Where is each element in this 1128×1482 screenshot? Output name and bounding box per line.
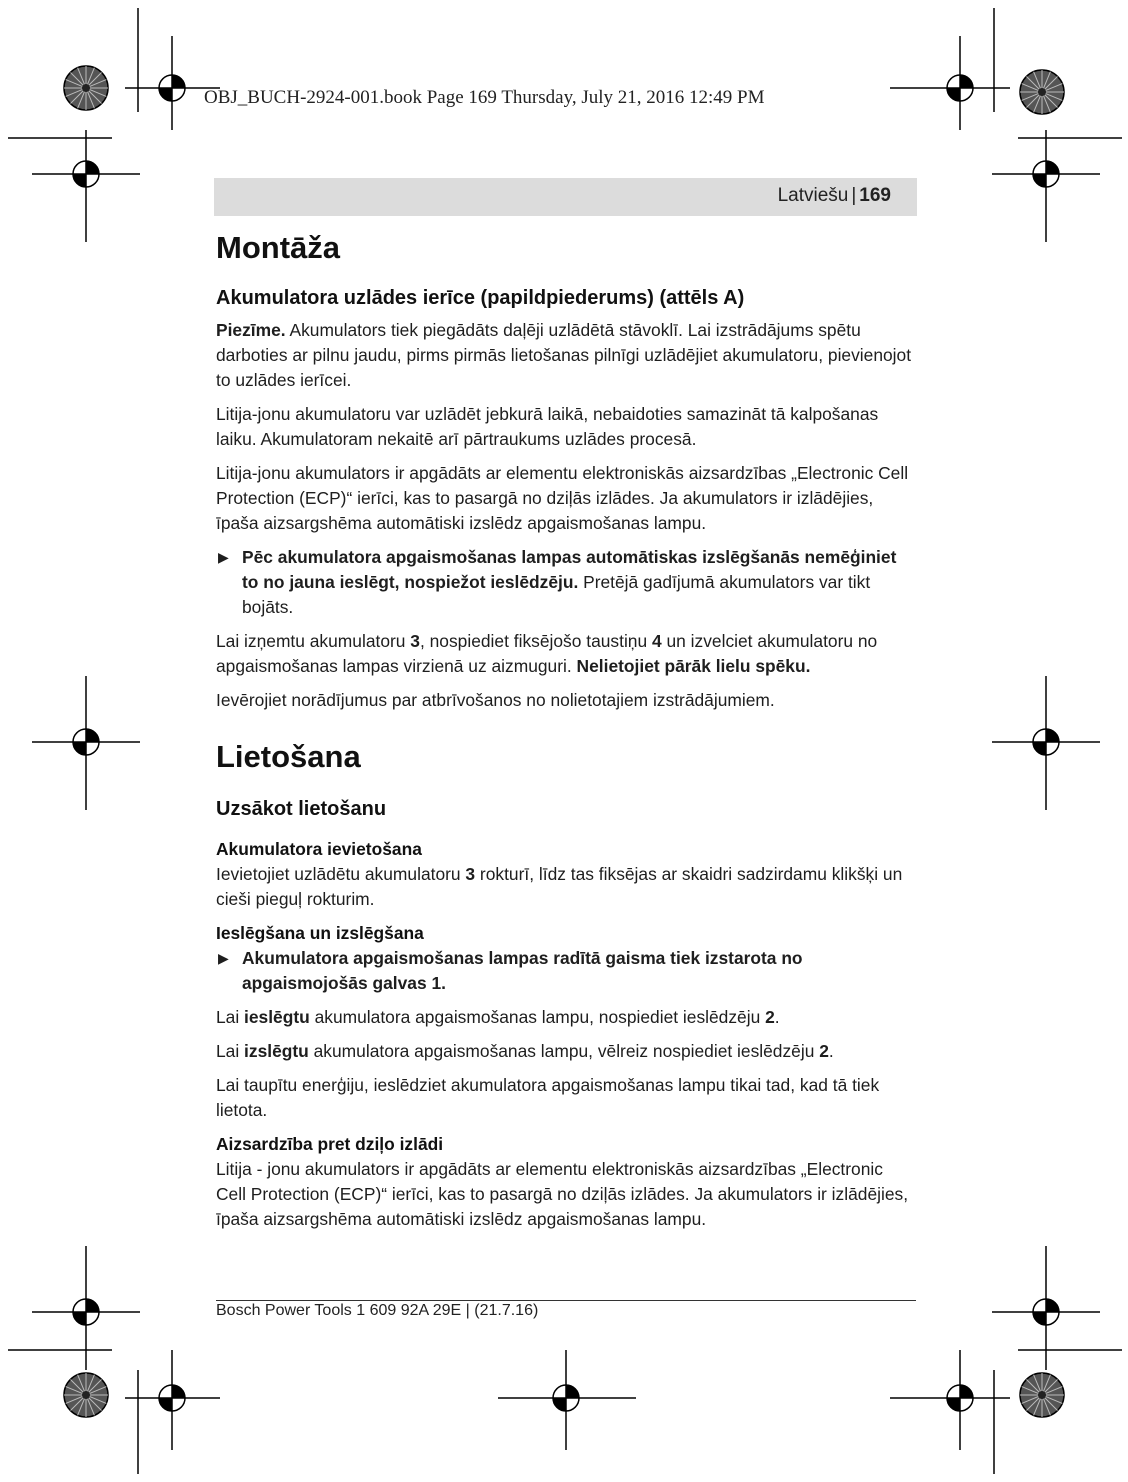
paragraph-disposal: Ievērojiet norādījumus par atbrīvošanos no nolietotajiem izstrādājumiem. <box>216 690 775 710</box>
subsubheading-switch: Ieslēgšana un izslēgšana <box>216 923 424 943</box>
on-text-c: . <box>774 1007 780 1027</box>
on-bold: ieslēgtu <box>244 1007 310 1027</box>
header-language: Latviešu <box>777 185 849 206</box>
page-footer: Bosch Power Tools 1 609 92A 29E | (21.7.16) <box>216 1302 539 1319</box>
off-bold: izslēgtu <box>244 1041 309 1061</box>
warning-text: Pretējā gadījumā akumulators var tikt bojāts. <box>242 572 871 617</box>
on-text-b: akumulatora apgaismošanas lampu, nospiediet ieslēdzēju <box>309 1007 766 1027</box>
off-text-c: . <box>828 1041 834 1061</box>
paragraph-switch-on <box>216 1005 916 1030</box>
heading-lietosana: Lietošana <box>216 739 361 774</box>
header-label <box>778 185 891 207</box>
warning-bullet <box>216 545 916 620</box>
paragraph-ecp: Litija-jonu akumulators ir apgādāts ar elementu elektroniskās aizsardzības „Electronic Cell Protection (ECP)“ ierīci, kas to pasargā no dziļās izlādes. Ja akumulators ir izlādējies, īpaša aizsargshēma automātiski izslēdz apgaismošanas lampu. <box>216 463 909 533</box>
page-body <box>216 222 916 1241</box>
triangle-bullet-icon: ▶ <box>218 950 229 966</box>
on-text-a: Lai <box>216 1007 245 1027</box>
paragraph-remove-battery <box>216 629 916 679</box>
footer-divider <box>216 1300 916 1301</box>
page-number: 169 <box>859 185 891 206</box>
paragraph-charging: Litija-jonu akumulatoru var uzlādēt jebkurā laikā, nebaidoties samazināt tā kalpošanas laiku. Akumulatoram nekaitē arī pārtraukums uzlādes procesā. <box>216 404 879 449</box>
insert-text-b: rokturī, līdz tas fiksējas ar skaidri sadzirdamu klikšķi un cieši pieguļ rokturim. <box>216 864 903 909</box>
book-file-info: OBJ_BUCH-2924-001.book Page 169 Thursday, July 21, 2016 12:49 PM <box>204 87 765 108</box>
paragraph-note <box>216 318 916 393</box>
note-label: Piezīme. <box>216 320 286 340</box>
note-text: Akumulators tiek piegādāts daļēji uzlādētā stāvoklī. Lai izstrādājums spētu darboties ar pilnu jaudu, pirms pirmās lietošanas pilnīgi uzlādējiet akumulatoru, pievienojot to uzlādes ierīcei. <box>216 320 912 390</box>
paragraph-protection: Litija - jonu akumulators ir apgādāts ar elementu elektroniskās aizsardzības „Electronic Cell Protection (ECP)“ ierīci, kas to pasargā no dziļās izlādes. Ja akumulators ir izlādējies, īpaša aizsargshēma automātiski izslēdz apgaismošanas lampu. <box>216 1159 909 1229</box>
ref-number: 3 <box>465 864 476 884</box>
ref-number: 2 <box>765 1007 775 1027</box>
paragraph-switch-off <box>216 1039 916 1064</box>
paragraph-insert <box>216 862 916 912</box>
subsubheading-insert: Akumulatora ievietošana <box>216 839 422 859</box>
remove-text-c: un izvelciet akumulatoru no apgaismošanas lampas virzienā uz aizmuguri. <box>216 631 878 676</box>
subheading-charger: Akumulatora uzlādes ierīce (papildpiederums) (attēls A) <box>216 287 745 309</box>
ref-number: 4 <box>651 631 662 651</box>
light-bullet <box>216 946 916 996</box>
off-text-a: Lai <box>216 1041 245 1061</box>
subheading-start: Uzsākot lietošanu <box>216 798 387 820</box>
remove-text-a: Lai izņemtu akumulatoru <box>216 631 411 651</box>
page-header <box>214 178 917 216</box>
warning-bold-text: Pēc akumulatora apgaismošanas lampas automātiskas izslēgšanās nemēģiniet to no jauna ieslēgt, nospiežot ieslēdzēju. <box>242 547 897 592</box>
off-text-b: akumulatora apgaismošanas lampu, vēlreiz nospiediet ieslēdzēju <box>308 1041 820 1061</box>
subsubheading-protection: Aizsardzība pret dziļo izlādi <box>216 1134 444 1154</box>
remove-warning: Nelietojiet pārāk lielu spēku. <box>576 656 811 676</box>
insert-text-a: Ievietojiet uzlādētu akumulatoru <box>216 864 466 884</box>
ref-number: 3 <box>410 631 420 651</box>
header-separator: | <box>851 185 857 206</box>
ref-number: 2 <box>819 1041 829 1061</box>
paragraph-save-energy: Lai taupītu enerģiju, ieslēdziet akumulatora apgaismošanas lampu tikai tad, kad tā tiek lietota. <box>216 1075 880 1120</box>
heading-montaza: Montāža <box>216 230 340 265</box>
light-bold-text: Akumulatora apgaismošanas lampas radītā gaisma tiek izstarota no apgaismojošās galvas 1. <box>242 948 803 993</box>
triangle-bullet-icon: ▶ <box>218 549 229 565</box>
remove-text-b: , nospiediet fiksējošo taustiņu <box>419 631 652 651</box>
